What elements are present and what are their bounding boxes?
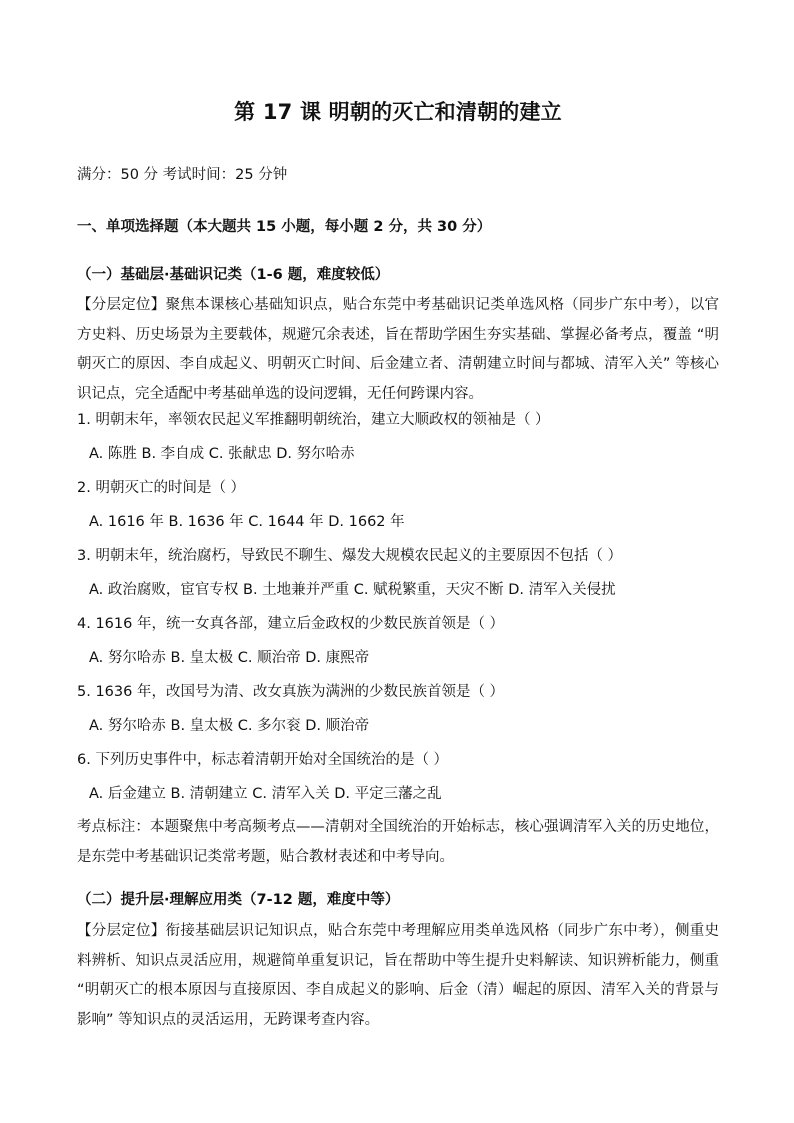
section-title-single-choice: 一、单项选择题（本大题共 15 小题，每小题 2 分，共 30 分） xyxy=(77,219,492,235)
part-title-basic: （一）基础层·基础识记类（1-6 题，难度较低） xyxy=(77,267,390,283)
question-6-options: A. 后金建立 B. 清朝建立 C. 清军入关 D. 平定三藩之乱 xyxy=(89,786,442,802)
question-1-stem: 1. 明朝末年，率领农民起义军推翻明朝统治，建立大顺政权的领袖是（ ） xyxy=(77,412,550,428)
key-point-note: 考点标注：本题聚焦中考高频考点——清朝对全国统治的开始标志，核心强调清军入关的历史地位，是东莞中考基础识记类常考题，贴合教材表述和中考导向。 xyxy=(77,819,719,865)
question-3-options: A. 政治腐败，宦官专权 B. 土地兼并严重 C. 赋税繁重，天灾不断 D. 清军入关侵扰 xyxy=(89,582,616,598)
question-6-stem: 6. 下列历史事件中，标志着清朝开始对全国统治的是（ ） xyxy=(77,752,449,768)
part-intro-advanced: 【分层定位】衔接基础层识记知识点，贴合东莞中考理解应用类单选风格（同步广东中考），侧重史料辨析、知识点灵活应用，规避简单重复识记，旨在帮助中等生提升史料解读、知识辨析能力，侧重 “明朝灭亡的根本原因与直接原因、李自成起义的影响、后金（清）崛起的原因、清军入关的背景与影响” 等知识点的灵活运用，无跨课考查内容。 xyxy=(77,923,719,1028)
exam-meta: 满分：50 分 考试时间：25 分钟 xyxy=(77,167,288,183)
part-title-advanced: （二）提升层·理解应用类（7-12 题，难度中等） xyxy=(77,892,400,908)
question-2-stem: 2. 明朝灭亡的时间是（ ） xyxy=(77,480,246,496)
question-4-options: A. 努尔哈赤 B. 皇太极 C. 顺治帝 D. 康熙帝 xyxy=(89,650,370,666)
question-4-stem: 4. 1616 年，统一女真各部，建立后金政权的少数民族首领是（ ） xyxy=(77,616,505,632)
page-title: 第 17 课 明朝的灭亡和清朝的建立 xyxy=(234,100,562,124)
question-3-stem: 3. 明朝末年，统治腐朽，导致民不聊生、爆发大规模农民起义的主要原因不包括（ ） xyxy=(77,548,623,564)
question-5-stem: 5. 1636 年，改国号为清、改女真族为满洲的少数民族首领是（ ） xyxy=(77,684,505,700)
question-2-options: A. 1616 年 B. 1636 年 C. 1644 年 D. 1662 年 xyxy=(89,514,405,530)
question-1-options: A. 陈胜 B. 李自成 C. 张献忠 D. 努尔哈赤 xyxy=(89,446,355,462)
part-intro-basic: 【分层定位】聚焦本课核心基础知识点，贴合东莞中考基础识记类单选风格（同步广东中考），以官方史料、历史场景为主要载体，规避冗余表述，旨在帮助学困生夯实基础、掌握必备考点，覆盖 “明朝灭亡的原因、李自成起义、明朝灭亡时间、后金建立者、清朝建立时间与都城、清军入关” 等核心识记点，完全适配中考基础单选的设问逻辑，无任何跨课内容。 xyxy=(77,297,719,402)
question-5-options: A. 努尔哈赤 B. 皇太极 C. 多尔衮 D. 顺治帝 xyxy=(89,718,370,734)
